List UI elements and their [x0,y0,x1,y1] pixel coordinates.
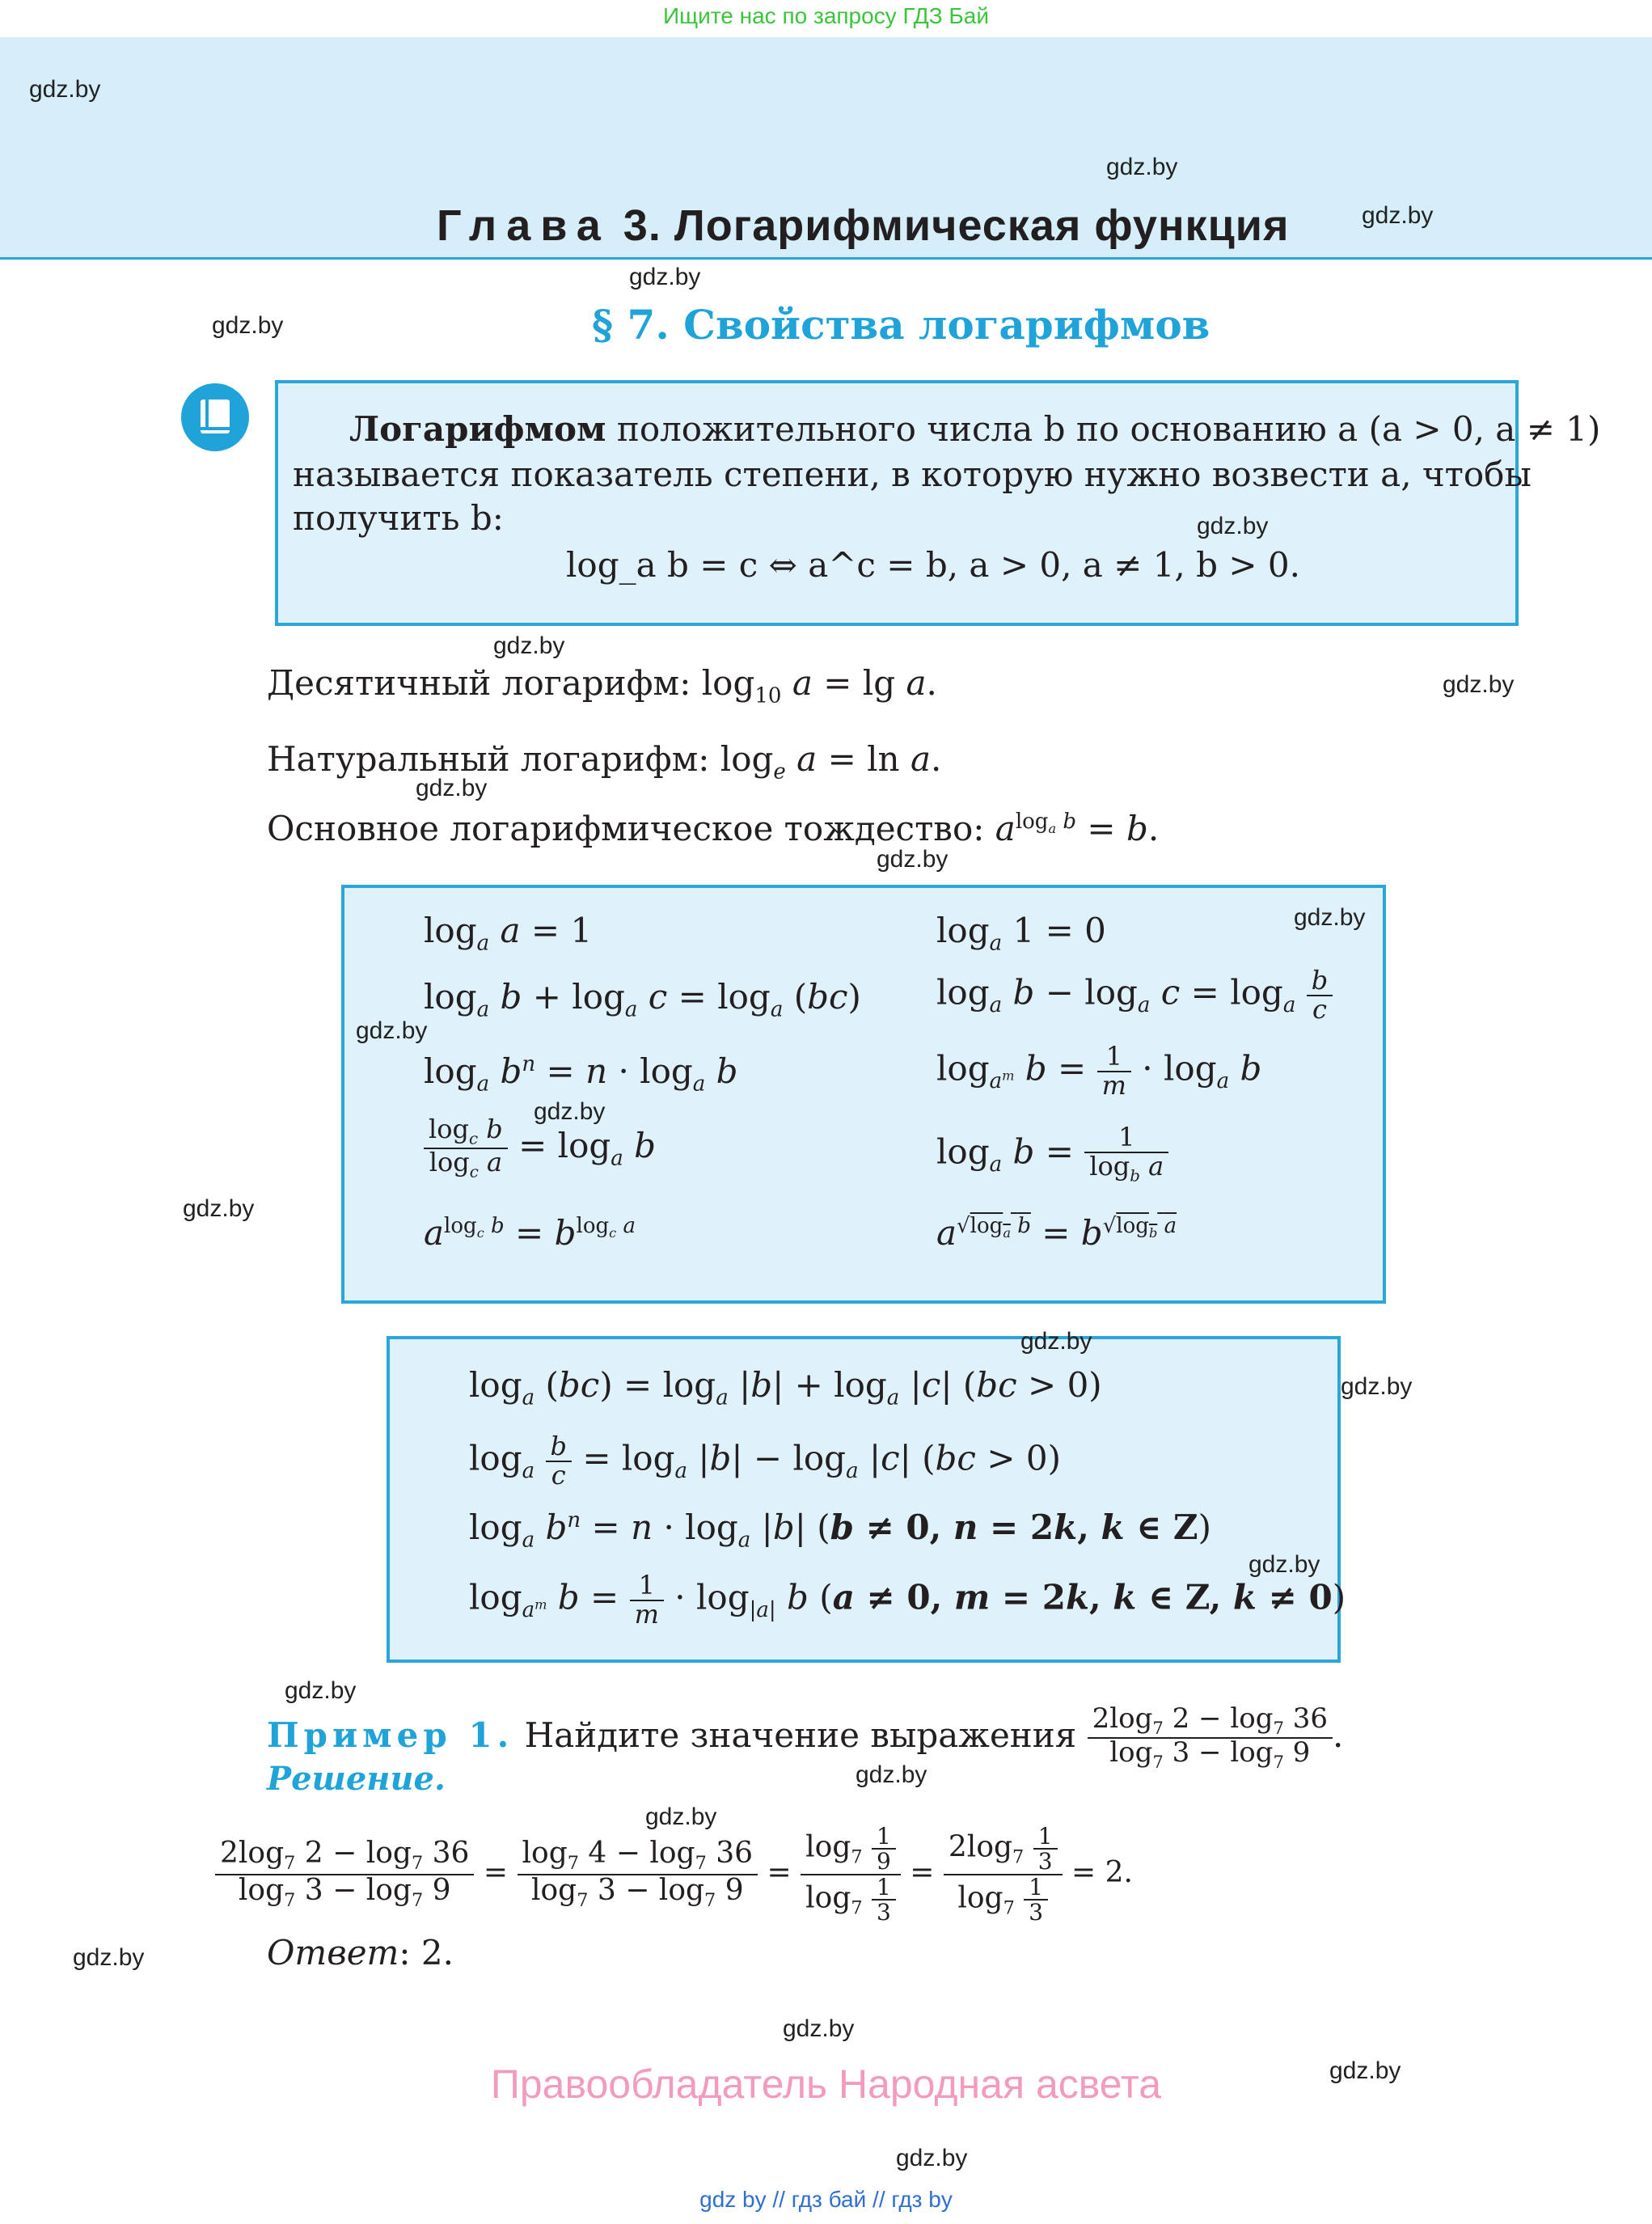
abs-prop-product: $\log_a (bc) = \log_a |b| + \log_a |c|$ (bc > 0) [469,1365,1102,1410]
answer-label: Ответ [267,1933,399,1972]
prop-sum: $\log_a b + \log_a c = \log_a (bc)$ [424,977,861,1022]
watermark: gdz.by [534,1098,606,1125]
watermark: gdz.by [1106,154,1178,180]
example-label: Пример 1. [267,1715,514,1755]
prop-power: $\log_a b^n = n \cdot \log_a b$ [424,1051,738,1097]
example-line: Пример 1. Найдите значение выражения $\frac{2\log_7 2 - \log_7 36}{\log_7 3 - \log_7 9}$ . [267,1702,1344,1772]
watermark: gdz.by [285,1677,357,1704]
solution-label: Решение. [267,1760,446,1798]
prop-swap: $a^{log_c b} = b^{log_c a}$ [424,1213,636,1253]
watermark: gdz.by [29,76,101,103]
prop-reciprocal: $\log_a b$ = $\frac{1}{\log_b a}$ [936,1124,1168,1185]
watermark: gdz.by [645,1803,717,1830]
copyright-notice: Правообладатель Народная асвета [490,2061,1162,2107]
watermark: gdz.by [877,846,949,873]
book-icon [181,383,249,451]
watermark: gdz.by [1341,1373,1413,1400]
natural-log-label: Натуральный логарифм: [267,739,710,779]
decimal-log-line: Десятичный логарифм: $\log_{10} a = \lg a$. [267,663,937,708]
watermark: gdz.by [856,1761,927,1788]
watermark: gdz.by [1020,1328,1092,1355]
watermark: gdz.by [1294,904,1366,931]
watermark: gdz.by [1443,671,1515,698]
bottom-links[interactable]: gdz by // гдз бай // гдз by [699,2187,953,2212]
watermark: gdz.by [1329,2057,1401,2084]
solution-equation: $\frac{2\log_7 2 - \log_7 36}{\log_7 3 - \log_7 9}$ = $\frac{\log_7 4 - \log_7 36}{\log_7 3 - \log_7 9}$ = $\log_7$ $\frac{1}{9}$ $\log_7$ $\frac{1}{3}$ = $2\log_7$ $\frac{1}{3}$ $\log_7$ $\frac{1}{3}$ = 2. [215,1824,1133,1925]
definition-line-3: получить b: [293,498,504,538]
search-hint-link[interactable]: Ищите нас по запросу ГДЗ Бай [662,3,990,28]
natural-log-line: Натуральный логарифм: $\log_e a = \ln a$. [267,739,942,784]
watermark: gdz.by [212,312,284,339]
watermark: gdz.by [493,632,565,659]
prop-base-power: $\log_{a^m} b$ = $\frac{1}{m}$ · $\log_a b$ [936,1041,1262,1101]
abs-prop-quotient: $\log_a$ $\frac{b}{c}$ = $\log_a |b| - \log_a |c|$ (bc > 0) [469,1431,1061,1490]
chapter-word: Глава [437,201,611,250]
prop-log-a-1: $\log_a 1 = 0$ [936,911,1106,956]
watermark: gdz.by [183,1195,255,1222]
watermark: gdz.by [1197,513,1269,539]
watermark: gdz.by [73,1944,145,1971]
watermark: gdz.by [1362,202,1434,229]
answer-value: : 2. [399,1933,454,1972]
section-title: § 7. Свойства логарифмов [592,301,1210,349]
answer-line [267,1933,454,1972]
definition-line-1 [349,408,1600,451]
watermark: gdz.by [896,2145,968,2171]
abs-prop-base-power: $\log_{a^m} b$ = $\frac{1}{m}$ · $\log_{|a|} b$ (a ≠ 0, m = 2k, k ∈ Z, k ≠ 0) [469,1570,1346,1630]
watermark: gdz.by [416,775,488,801]
identity-label: Основное логарифмическое тождество: [267,809,985,848]
watermark: gdz.by [629,264,701,290]
prop-log-a-a: $\log_a a = 1$ [424,911,593,956]
chapter-name: 3. Логарифмическая функция [623,201,1290,250]
definition-line-2: называется показатель степени, в которую нужно возвести a, чтобы [293,455,1532,494]
prop-diff: $\log_a b - \log_a c = \log_a$ $\frac{b}{c}$ [936,967,1333,1023]
decimal-log-label: Десятичный логарифм: [267,663,691,703]
abs-prop-power: $\log_a b^n = n \cdot \log_a |b|$ (b ≠ 0, n = 2k, k ∈ Z) [469,1507,1211,1553]
watermark: gdz.by [356,1017,428,1044]
chapter-title [437,201,1289,251]
definition-term: Логарифмом [349,409,606,449]
example-task: Найдите значение выражения [524,1715,1077,1755]
definition-formula: log_a b = c ⇔ a^c = b, a > 0, a ≠ 1, b > 0. [566,545,1300,585]
prop-sqrt-swap: $a^{√log_a b} = b^{√log_b a}$ [936,1213,1177,1253]
prop-change-base: $\frac{\log_c b}{\log_c a}$ = $\log_a b$ [424,1116,656,1181]
definition-line-1-text: положительного числа b по основанию a (a > 0, a ≠ 1) [616,409,1601,449]
watermark: gdz.by [783,2015,855,2042]
watermark: gdz.by [1249,1551,1320,1578]
identity-line: Основное логарифмическое тождество: $a^{log_a b} = b$. [267,809,1160,848]
